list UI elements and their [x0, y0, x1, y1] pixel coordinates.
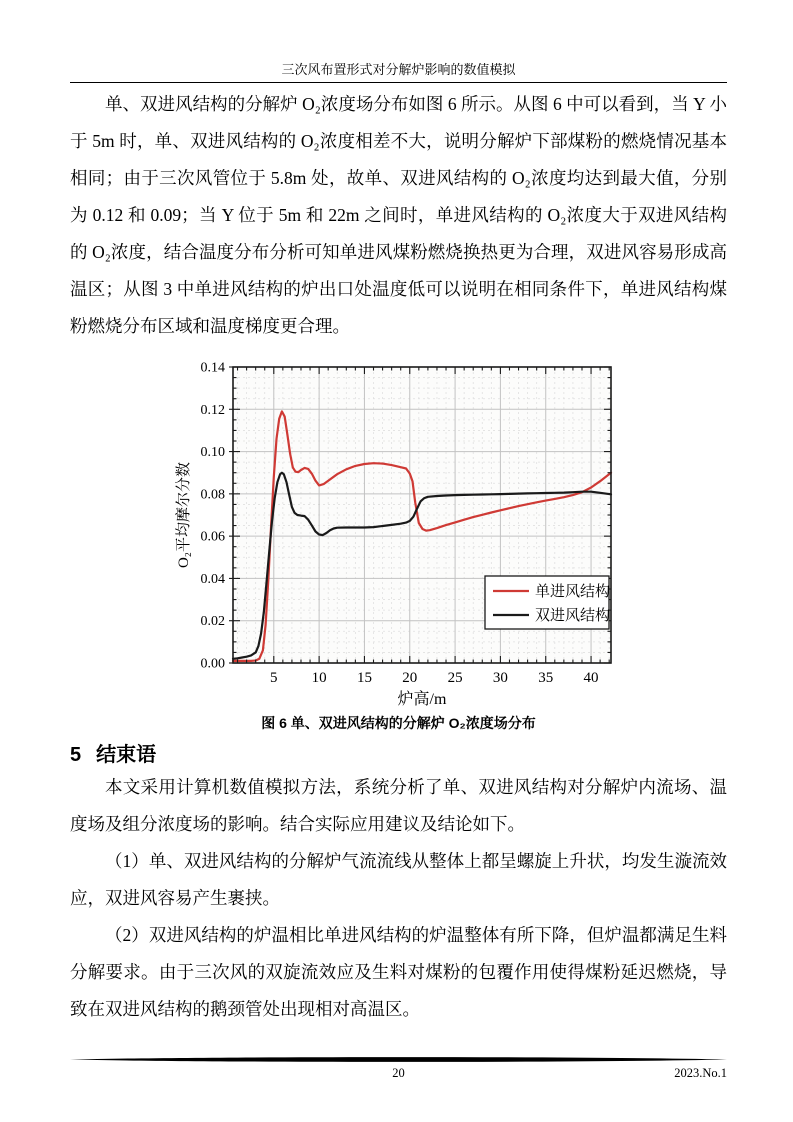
svg-text:35: 35 [538, 670, 554, 686]
svg-text:15: 15 [356, 670, 372, 686]
legend-entry: 单进风结构 [535, 584, 611, 600]
section-title: 结束语 [96, 744, 157, 766]
paragraph-conclusion-2: （2）双进风结构的炉温相比单进风结构的炉温整体有所下降，但炉温都满足生料分解要求。由于三次风的双旋流效应及生料对煤粉的包覆作用使得煤粉延迟燃烧，导致在双进风结构的鹅颈管处出现相对高温区。 [70, 925, 727, 1019]
svg-text:10: 10 [311, 670, 327, 686]
figure-6-chart [173, 355, 623, 713]
page-footer [70, 1056, 727, 1082]
svg-text:0.14: 0.14 [200, 360, 225, 376]
svg-text:0.04: 0.04 [200, 571, 225, 587]
svg-text:25: 25 [447, 670, 463, 686]
y-axis-label: O₂平均摩尔分数 [176, 461, 192, 569]
svg-text:0.08: 0.08 [200, 487, 225, 503]
section-number: 5 [70, 744, 82, 766]
svg-text:30: 30 [492, 670, 508, 686]
svg-text:5: 5 [270, 670, 278, 686]
section-heading-conclusion [70, 741, 727, 769]
figure-6-caption: 图 6 单、双进风结构的分解炉 O₂浓度场分布 [261, 715, 536, 731]
svg-text:0.12: 0.12 [200, 402, 225, 418]
svg-text:0.06: 0.06 [200, 529, 225, 545]
svg-text:0.10: 0.10 [200, 445, 225, 461]
x-axis-label: 炉高/m [397, 691, 447, 708]
chart-svg [173, 355, 623, 713]
svg-text:0.00: 0.00 [200, 656, 225, 672]
page-number: 20 [392, 1066, 405, 1080]
svg-text:20: 20 [402, 670, 418, 686]
footer-text [70, 1064, 727, 1082]
paragraph-conclusion-intro: 本文采用计算机数值模拟方法，系统分析了单、双进风结构对分解炉内流场、温度场及组分浓度场的影响。结合实际应用建议及结论如下。 [70, 777, 727, 834]
svg-text:40: 40 [583, 670, 599, 686]
footer-rule [70, 1056, 727, 1063]
legend-entry: 双进风结构 [535, 608, 611, 624]
paragraph-o2-discussion: 单、双进风结构的分解炉 O₂浓度场分布如图 6 所示。从图 6 中可以看到，当 Y 小于 5m 时，单、双进风结构的 O₂浓度相差不大，说明分解炉下部煤粉的燃烧情况基本相同；由于三次风管位于 5.8m 处，故单、双进风结构的 O₂浓度均达到最大值，分别为 0.12 和 0.09；当 Y 位于 5m 和 22m 之间时，单进风结构的 O₂浓度大于双进风结构的 O₂浓度，结合温度分布分析可知单进风煤粉燃烧换热更为合理，双进风容易形成高温区；从图 3 中单进风结构的炉出口处温度低可以说明在相同条件下，单进风结构煤粉燃烧分布区域和温度梯度更合理。 [70, 94, 727, 336]
paragraph-conclusion-1: （1）单、双进风结构的分解炉气流流线从整体上都呈螺旋上升状，均发生漩流效应，双进风容易产生裹挟。 [70, 851, 727, 908]
svg-text:0.02: 0.02 [200, 614, 225, 630]
figure-6 [173, 355, 623, 713]
running-head [70, 50, 727, 83]
issue-label: 2023.No.1 [674, 1066, 727, 1080]
running-head-title: 三次风布置形式对分解炉影响的数值模拟 [281, 62, 516, 77]
page-content [70, 50, 727, 1028]
